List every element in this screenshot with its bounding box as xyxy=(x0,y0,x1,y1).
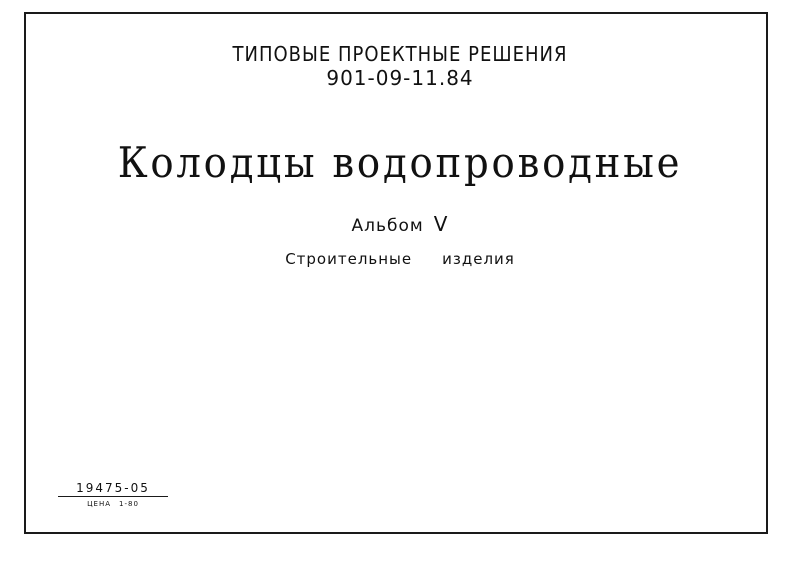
price-value: 1-80 xyxy=(119,500,139,508)
document-title: Колодцы водопроводные xyxy=(117,138,683,187)
price-line xyxy=(58,500,168,508)
album-label xyxy=(0,212,800,236)
series-number: 901-09-11.84 xyxy=(326,66,474,90)
series-label: ТИПОВЫЕ ПРОЕКТНЫЕ РЕШЕНИЯ xyxy=(232,42,568,66)
price-label: ЦЕНА xyxy=(87,500,112,508)
inventory-code: 19475-05 xyxy=(58,481,168,497)
subject-part-1: Строительные xyxy=(285,250,413,268)
subject-part-2: изделия xyxy=(442,250,515,268)
album-number: V xyxy=(433,212,449,236)
album-word: Альбом xyxy=(351,216,424,236)
album-subject xyxy=(0,250,800,268)
title-sheet-frame xyxy=(24,12,768,534)
inventory-stamp xyxy=(58,481,168,508)
